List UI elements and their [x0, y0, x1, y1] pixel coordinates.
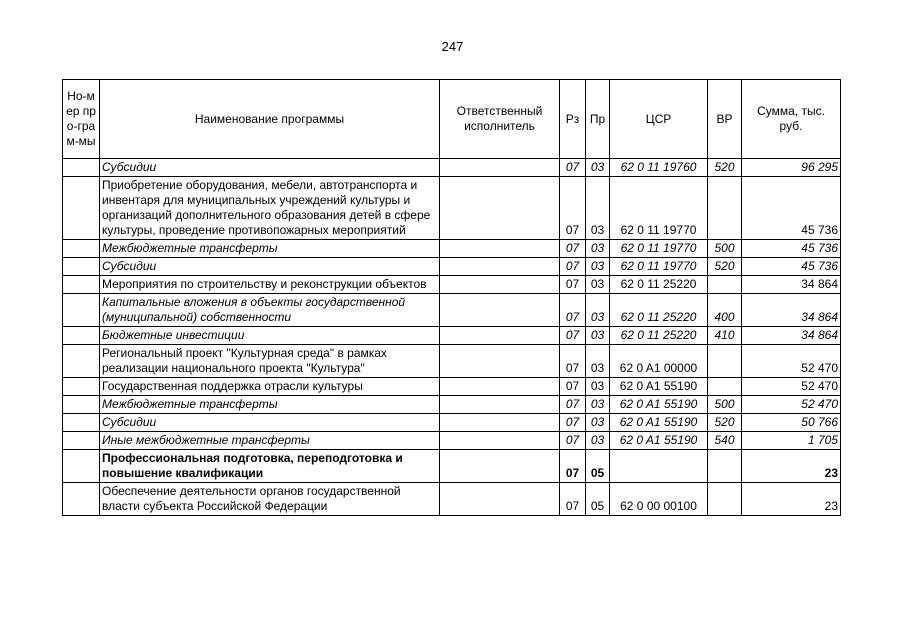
cell-rz: 07 [560, 258, 586, 276]
cell-csr: 62 0 11 25220 [610, 276, 708, 294]
cell-name: Региональный проект "Культурная среда" в рамках реализации национального проекта "Культура" [100, 345, 440, 378]
cell-responsible [440, 159, 560, 177]
cell-vr: 400 [708, 294, 742, 327]
cell-vr: 540 [708, 432, 742, 450]
cell-pr: 03 [586, 294, 610, 327]
cell-vr: 500 [708, 240, 742, 258]
cell-csr: 62 0 11 19770 [610, 177, 708, 240]
cell-name: Капитальные вложения в объекты государственной (муниципальной) собственности [100, 294, 440, 327]
cell-program-no [63, 327, 100, 345]
cell-csr [610, 450, 708, 483]
cell-pr: 03 [586, 159, 610, 177]
cell-vr [708, 483, 742, 516]
table-row [63, 159, 841, 177]
cell-pr: 03 [586, 432, 610, 450]
cell-program-no [63, 483, 100, 516]
cell-responsible [440, 345, 560, 378]
cell-csr: 62 0 A1 55190 [610, 414, 708, 432]
cell-sum: 34 864 [742, 276, 841, 294]
table-row [63, 327, 841, 345]
cell-vr [708, 177, 742, 240]
cell-program-no [63, 414, 100, 432]
cell-program-no [63, 294, 100, 327]
cell-responsible [440, 483, 560, 516]
header-csr: ЦСР [610, 80, 708, 159]
cell-name: Приобретение оборудования, мебели, автотранспорта и инвентаря для муниципальных учреждений культуры и организаций дополнительного образования детей в сфере культуры, проведение противопожарных мероприятий [100, 177, 440, 240]
cell-pr: 03 [586, 345, 610, 378]
cell-sum: 34 864 [742, 327, 841, 345]
cell-pr: 03 [586, 414, 610, 432]
cell-pr: 05 [586, 483, 610, 516]
table-body [63, 159, 841, 516]
cell-name: Иные межбюджетные трансферты [100, 432, 440, 450]
header-vr: ВР [708, 80, 742, 159]
cell-name: Государственная поддержка отрасли культуры [100, 378, 440, 396]
table-row [63, 483, 841, 516]
cell-vr [708, 450, 742, 483]
cell-csr: 62 0 11 25220 [610, 294, 708, 327]
cell-sum: 52 470 [742, 345, 841, 378]
cell-vr [708, 276, 742, 294]
budget-table [62, 79, 841, 516]
header-program-no: Но-мер про-грам-мы [63, 80, 100, 159]
cell-rz: 07 [560, 276, 586, 294]
cell-csr: 62 0 A1 00000 [610, 345, 708, 378]
cell-sum: 45 736 [742, 177, 841, 240]
header-rz: Рз [560, 80, 586, 159]
page-number: 247 [441, 39, 464, 54]
cell-pr: 05 [586, 450, 610, 483]
header-pr: Пр [586, 80, 610, 159]
table-row [63, 450, 841, 483]
cell-sum: 45 736 [742, 240, 841, 258]
cell-sum: 34 864 [742, 294, 841, 327]
cell-responsible [440, 378, 560, 396]
cell-program-no [63, 378, 100, 396]
cell-csr: 62 0 11 19770 [610, 240, 708, 258]
cell-name: Бюджетные инвестиции [100, 327, 440, 345]
cell-sum: 1 705 [742, 432, 841, 450]
table-row [63, 258, 841, 276]
cell-program-no [63, 177, 100, 240]
cell-rz: 07 [560, 378, 586, 396]
cell-responsible [440, 414, 560, 432]
table-row [63, 294, 841, 327]
table-row [63, 414, 841, 432]
cell-sum: 52 470 [742, 378, 841, 396]
cell-sum: 45 736 [742, 258, 841, 276]
cell-sum: 52 470 [742, 396, 841, 414]
table-row [63, 240, 841, 258]
table-row [63, 432, 841, 450]
table-row [63, 276, 841, 294]
cell-pr: 03 [586, 258, 610, 276]
cell-program-no [63, 345, 100, 378]
cell-rz: 07 [560, 414, 586, 432]
cell-sum: 96 295 [742, 159, 841, 177]
cell-program-no [63, 276, 100, 294]
cell-program-no [63, 396, 100, 414]
cell-vr [708, 345, 742, 378]
cell-responsible [440, 396, 560, 414]
cell-rz: 07 [560, 159, 586, 177]
cell-csr: 62 0 A1 55190 [610, 378, 708, 396]
table-row [63, 378, 841, 396]
cell-pr: 03 [586, 378, 610, 396]
cell-rz: 07 [560, 294, 586, 327]
table-row [63, 396, 841, 414]
cell-responsible [440, 432, 560, 450]
cell-rz: 07 [560, 345, 586, 378]
cell-csr: 62 0 11 25220 [610, 327, 708, 345]
cell-csr: 62 0 11 19760 [610, 159, 708, 177]
cell-pr: 03 [586, 396, 610, 414]
cell-vr: 520 [708, 159, 742, 177]
cell-csr: 62 0 11 19770 [610, 258, 708, 276]
cell-responsible [440, 450, 560, 483]
cell-pr: 03 [586, 327, 610, 345]
cell-name: Субсидии [100, 258, 440, 276]
cell-program-no [63, 432, 100, 450]
cell-program-no [63, 159, 100, 177]
cell-responsible [440, 294, 560, 327]
cell-rz: 07 [560, 240, 586, 258]
cell-vr: 500 [708, 396, 742, 414]
table-row [63, 177, 841, 240]
cell-program-no [63, 258, 100, 276]
cell-responsible [440, 240, 560, 258]
cell-rz: 07 [560, 177, 586, 240]
cell-pr: 03 [586, 276, 610, 294]
cell-sum: 23 [742, 483, 841, 516]
cell-name: Межбюджетные трансферты [100, 396, 440, 414]
cell-name: Межбюджетные трансферты [100, 240, 440, 258]
cell-vr: 520 [708, 414, 742, 432]
header-name: Наименование программы [100, 80, 440, 159]
cell-csr: 62 0 00 00100 [610, 483, 708, 516]
cell-csr: 62 0 A1 55190 [610, 396, 708, 414]
cell-name: Мероприятия по строительству и реконструкции объектов [100, 276, 440, 294]
cell-sum: 50 766 [742, 414, 841, 432]
cell-pr: 03 [586, 240, 610, 258]
header-sum: Сумма, тыс. руб. [742, 80, 841, 159]
cell-rz: 07 [560, 396, 586, 414]
header-responsible: Ответственный исполнитель [440, 80, 560, 159]
cell-name: Профессиональная подготовка, переподготовка и повышение квалификации [100, 450, 440, 483]
cell-rz: 07 [560, 327, 586, 345]
cell-responsible [440, 177, 560, 240]
cell-responsible [440, 276, 560, 294]
cell-rz: 07 [560, 483, 586, 516]
cell-program-no [63, 450, 100, 483]
cell-vr: 410 [708, 327, 742, 345]
cell-responsible [440, 327, 560, 345]
cell-vr: 520 [708, 258, 742, 276]
cell-responsible [440, 258, 560, 276]
cell-name: Субсидии [100, 159, 440, 177]
cell-vr [708, 378, 742, 396]
cell-csr: 62 0 A1 55190 [610, 432, 708, 450]
cell-sum: 23 [742, 450, 841, 483]
table-row [63, 345, 841, 378]
cell-name: Обеспечение деятельности органов государственной власти субъекта Российской Федерации [100, 483, 440, 516]
header-row [63, 80, 841, 159]
cell-rz: 07 [560, 450, 586, 483]
cell-rz: 07 [560, 432, 586, 450]
cell-pr: 03 [586, 177, 610, 240]
cell-name: Субсидии [100, 414, 440, 432]
cell-program-no [63, 240, 100, 258]
